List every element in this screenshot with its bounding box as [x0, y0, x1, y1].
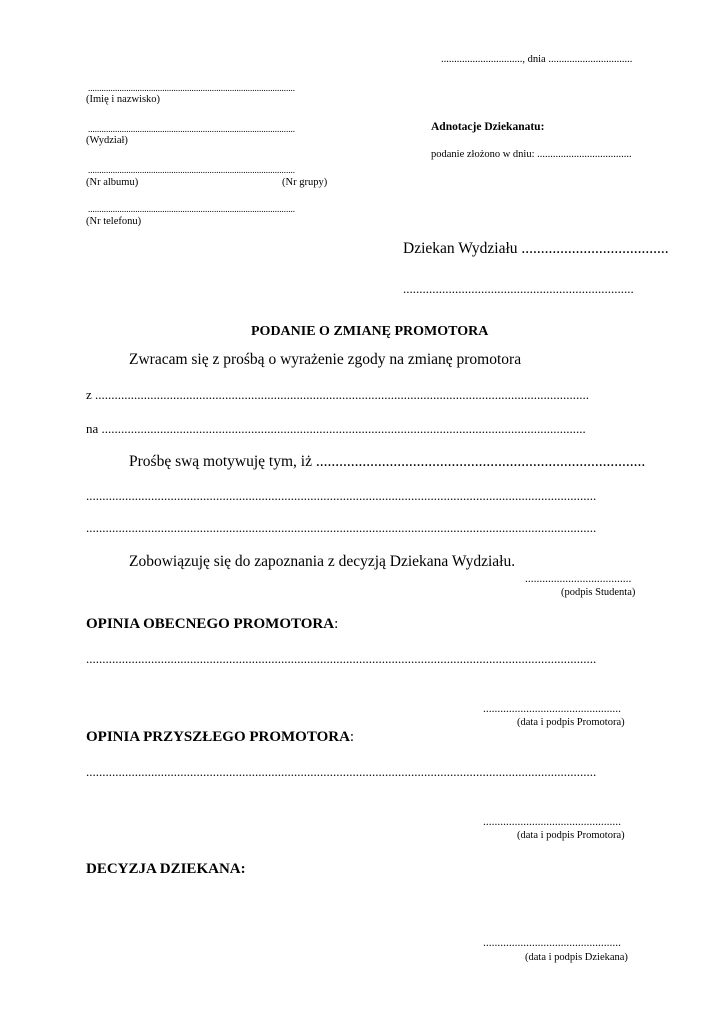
current-supervisor-signature-dots[interactable]: ................................................	[483, 703, 621, 715]
commitment-text: Zobowiązuję się do zapoznania z decyzją Dziekana Wydziału.	[129, 553, 516, 570]
submitted-date-line[interactable]: podanie złożono w dniu: ....................................	[431, 149, 632, 160]
future-supervisor-signature-dots[interactable]: ................................................	[483, 816, 621, 828]
motivation-dots-1[interactable]: .............................................................................................................................................................	[86, 488, 597, 503]
student-signature-dots[interactable]: .....................................	[525, 573, 632, 585]
student-signature-label: (podpis Studenta)	[561, 587, 636, 598]
intro-text: Zwracam się z prośbą o wyrażenie zgody na zmianę promotora	[129, 351, 522, 368]
dean-decision-heading: DECYZJA DZIEKANA:	[86, 861, 246, 877]
annotations-title: Adnotacje Dziekanatu:	[431, 121, 545, 133]
faculty-label: (Wydział)	[86, 135, 128, 146]
motivation-dots-2[interactable]: .............................................................................................................................................................	[86, 520, 597, 535]
current-supervisor-heading-colon: :	[334, 616, 339, 632]
faculty-dots[interactable]: ............................................................................................	[88, 124, 295, 134]
name-dots[interactable]: ............................................................................................	[88, 83, 295, 93]
phone-dots[interactable]: ............................................................................................	[88, 204, 295, 214]
dean-addressee-line[interactable]: Dziekan Wydziału ......................................	[403, 240, 669, 257]
faculty-name-line[interactable]: .......................................................................	[403, 281, 634, 296]
dean-signature-dots[interactable]: ................................................	[483, 937, 621, 949]
current-supervisor-opinion-line[interactable]: .............................................................................................................................................................	[86, 651, 597, 666]
future-supervisor-heading-colon: :	[349, 729, 355, 745]
dean-signature-label: (data i podpis Dziekana)	[525, 952, 628, 963]
phone-label: (Nr telefonu)	[86, 216, 142, 227]
future-supervisor-heading	[86, 729, 354, 746]
place-date-line[interactable]: ..............................., dnia ................................	[441, 54, 633, 65]
motivation-line[interactable]: Prośbę swą motywuję tym, iż .....................................................................................	[129, 453, 646, 470]
future-supervisor-signature-label: (data i podpis Promotora)	[517, 830, 625, 841]
document-title: PODANIE O ZMIANĘ PROMOTORA	[251, 324, 489, 339]
current-supervisor-signature-label: (data i podpis Promotora)	[517, 717, 625, 728]
album-label: (Nr albumu)	[86, 177, 139, 188]
from-supervisor-line[interactable]: z ........................................................................................................................................................	[86, 387, 590, 402]
group-label: (Nr grupy)	[282, 177, 328, 188]
future-supervisor-opinion-line[interactable]: .............................................................................................................................................................	[86, 764, 597, 779]
current-supervisor-heading	[86, 616, 338, 633]
future-supervisor-heading-text: OPINIA PRZYSZŁEGO PROMOTORA	[86, 729, 350, 745]
album-dots[interactable]: ............................................................................................	[88, 165, 295, 175]
current-supervisor-heading-text: OPINIA OBECNEGO PROMOTORA	[86, 616, 335, 632]
name-label: (Imię i nazwisko)	[86, 94, 161, 105]
to-supervisor-line[interactable]: na .....................................................................................................................................................	[86, 421, 586, 436]
